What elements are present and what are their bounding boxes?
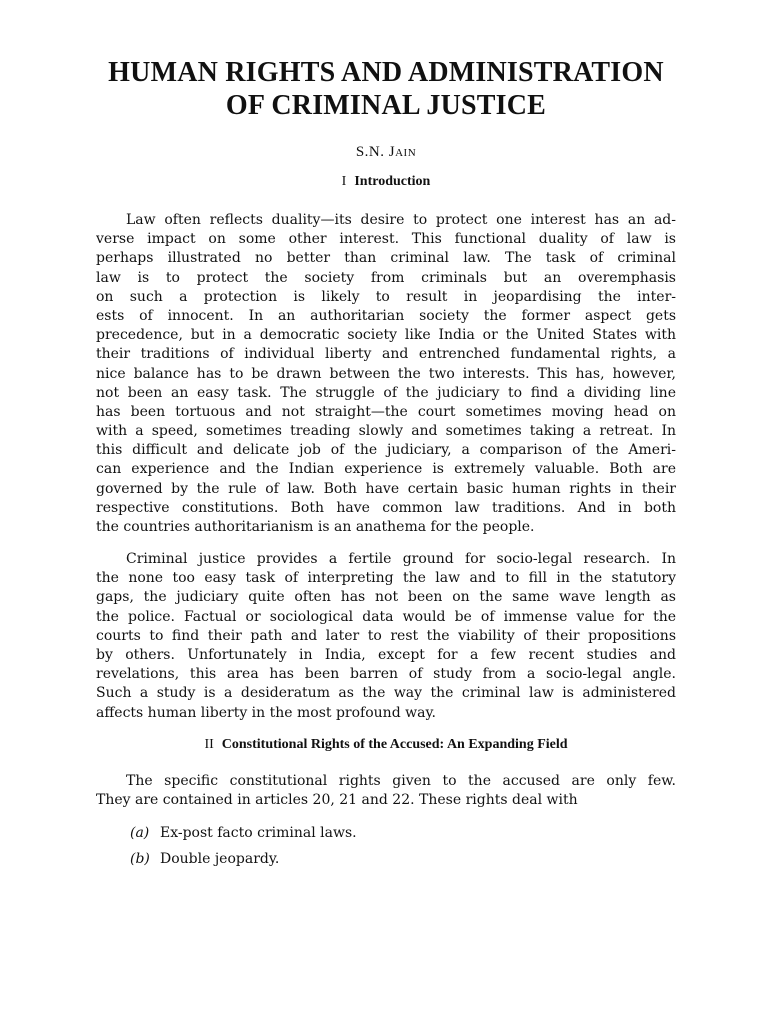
- text-line: can experience and the Indian experience is extremely valuable. Both are: [96, 461, 676, 478]
- list-item: [130, 820, 357, 846]
- section-heading-introduction: [96, 174, 676, 190]
- section-number: I: [341, 174, 347, 189]
- list-item-marker: (a): [130, 825, 150, 841]
- text-line: this difficult and delicate job of the judiciary, a comparison of the Ameri-: [96, 442, 676, 459]
- text-line: the police. Factual or sociological data would be of immense value for the: [96, 608, 676, 625]
- list-item: [130, 846, 357, 872]
- text-line: the none too easy task of interpreting the law and to fill in the statutory: [96, 570, 676, 587]
- paragraph-2: [96, 550, 676, 723]
- list-item-marker: (b): [130, 851, 150, 867]
- list-item-text: Ex-post facto criminal laws.: [160, 825, 357, 841]
- section-title: Constitutional Rights of the Accused: An Expanding Field: [221, 737, 568, 752]
- section-heading-constitutional-rights: [96, 737, 676, 753]
- text-line: the countries authoritarianism is an anathema for the people.: [96, 519, 535, 535]
- text-line: has been tortuous and not straight—the court sometimes moving head on: [96, 403, 676, 420]
- text-line: not been an easy task. The struggle of the judiciary to find a dividing line: [96, 384, 676, 401]
- paragraph-1: [96, 211, 676, 537]
- text-line: courts to find their path and later to rest the viability of their propositions: [96, 627, 676, 644]
- text-line: Criminal justice provides a fertile ground for socio-legal research. In: [126, 551, 676, 567]
- document-page: [96, 56, 676, 867]
- text-line: respective constitutions. Both have common law traditions. And in both: [96, 499, 676, 516]
- text-line: on such a protection is likely to result in jeopardising the inter-: [96, 288, 676, 305]
- text-line: governed by the rule of law. Both have certain basic human rights in their: [96, 480, 676, 497]
- section-title: Introduction: [354, 174, 431, 189]
- text-line: The specific constitutional rights given to the accused are only few.: [126, 773, 676, 789]
- text-line: affects human liberty in the most profound way.: [96, 704, 436, 721]
- text-line: Such a study is a desideratum as the way the criminal law is administered: [96, 685, 676, 702]
- text-line: precedence, but in a democratic society like India or the United States with: [96, 327, 676, 344]
- text-line: law is to protect the society from criminals but an overemphasis: [96, 269, 676, 286]
- text-line: by others. Unfortunately in India, except for a few recent studies and: [96, 646, 676, 663]
- rights-list: [130, 820, 357, 872]
- text-line: with a speed, sometimes treading slowly and sometimes taking a retreat. In: [96, 423, 676, 440]
- text-line: verse impact on some other interest. This functional duality of law is: [96, 231, 676, 248]
- text-line: Law often reflects duality—its desire to protect one interest has an ad-: [126, 212, 676, 228]
- text-line: nice balance has to be drawn between the two interests. This has, however,: [96, 365, 676, 382]
- text-line: their traditions of individual liberty and entrenched fundamental rights, a: [96, 346, 676, 363]
- text-line: They are contained in articles 20, 21 and 22. These rights deal with: [96, 792, 578, 809]
- author-name: [96, 144, 676, 161]
- author-initials: S.N.: [355, 144, 385, 160]
- text-line: revelations, this area has been barren of study from a socio-legal angle.: [96, 666, 676, 683]
- section-number: II: [204, 737, 214, 752]
- title-line-2: OF CRIMINAL JUSTICE: [225, 90, 547, 121]
- text-line: perhaps illustrated no better than criminal law. The task of criminal: [96, 250, 676, 267]
- author-surname: Jain: [388, 144, 417, 160]
- paragraph-3: [96, 772, 676, 810]
- text-line: ests of innocent. In an authoritarian society the former aspect gets: [96, 307, 676, 324]
- document-title: [96, 56, 676, 122]
- list-item-text: Double jeopardy.: [160, 851, 280, 867]
- text-line: gaps, the judiciary quite often has not been on the same wave length as: [96, 589, 676, 606]
- title-line-1: HUMAN RIGHTS AND ADMINISTRATION: [108, 57, 664, 88]
